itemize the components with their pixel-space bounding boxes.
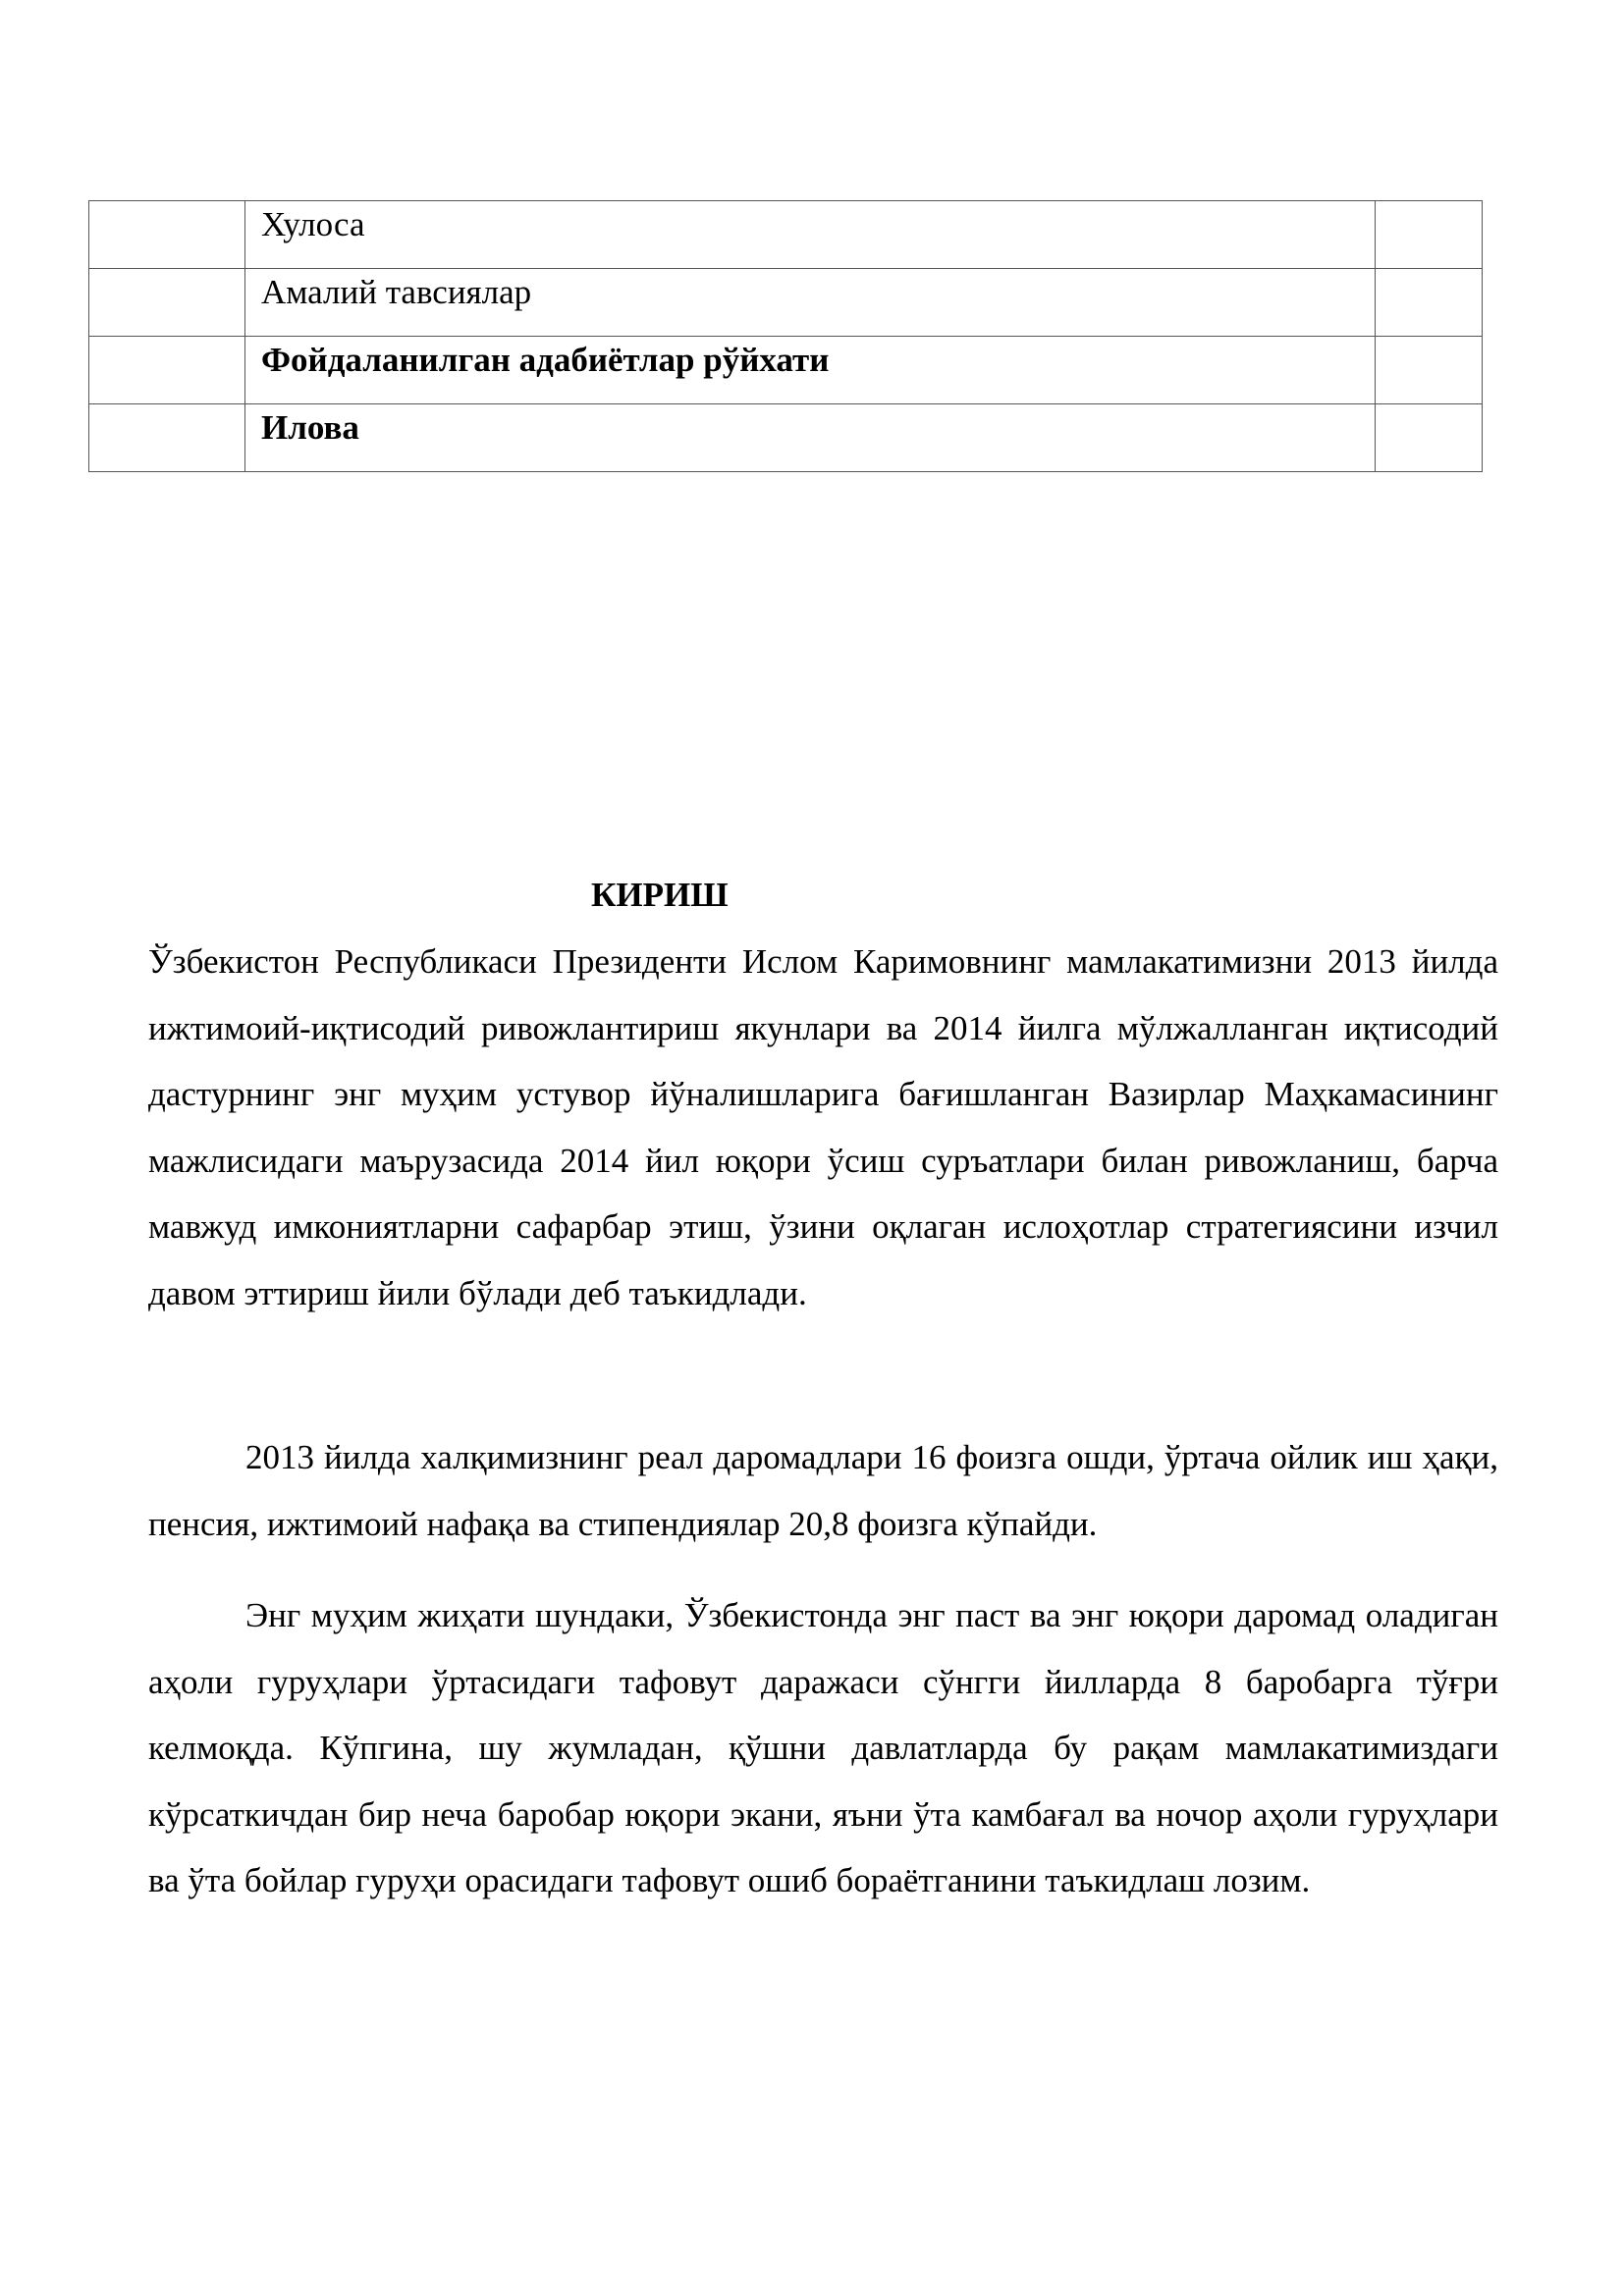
toc-page-cell: [1376, 404, 1483, 472]
table-row: [89, 269, 1483, 337]
table-row: [89, 201, 1483, 269]
table-row: [89, 404, 1483, 472]
toc-title-cell: Хулоса: [245, 201, 1376, 269]
toc-title-cell: Фойдаланилган адабиётлар рўйхати: [245, 337, 1376, 404]
toc-page-cell: [1376, 337, 1483, 404]
toc-page-cell: [1376, 201, 1483, 269]
toc-title-cell: Амалий тавсиялар: [245, 269, 1376, 337]
body-paragraph: Ўзбекистон Республикаси Президенти Ислом Каримовнинг мамлакатимизни 2013 йилда ижтимоий-иқтисодий ривожлантириш якунлари ва 2014 йилга мўлжалланган иқтисодий дастурнинг энг муҳим устувор йўналишларига бағишланган Вазирлар Маҳкамасининг мажлисидаги маърузасида 2014 йил юқори ўсиш суръатлари билан ривожланиш, барча мавжуд имкониятларни сафарбар этиш, ўзини оқлаган ислоҳотлар стратегиясини изчил давом эттириш йили бўлади деб таъкидлади.: [148, 942, 1498, 1312]
body-paragraph: Энг муҳим жиҳати шундаки, Ўзбекистонда энг паст ва энг юқори даромад оладиган аҳоли гуруҳлари ўртасидаги тафовут даражаси сўнгги йилларда 8 баробарга тўғри келмоқда. Кўпгина, шу жумладан, қўшни давлатларда бу рақам мамлакатимиздаги кўрсаткичдан бир неча баробар юқори экани, яъни ўта камбағал ва ночор аҳоли гуруҳлари ва ўта бойлар гуруҳи орасидаги тафовут ошиб бораётганини таъкидлаш лозим.: [148, 1596, 1498, 1899]
table-of-contents: [88, 200, 1483, 472]
toc-title-cell: Илова: [245, 404, 1376, 472]
body-paragraph: 2013 йилда халқимизнинг реал даромадлари 16 фоизга ошди, ўртача ойлик иш ҳақи, пенсия, ижтимоий нафақа ва стипендиялар 20,8 фоизга кўпайди.: [148, 1438, 1498, 1543]
toc-number-cell: [89, 201, 245, 269]
toc-number-cell: [89, 337, 245, 404]
toc-page-cell: [1376, 269, 1483, 337]
table-row: [89, 337, 1483, 404]
toc-number-cell: [89, 404, 245, 472]
section-title: КИРИШ: [591, 876, 729, 914]
toc-number-cell: [89, 269, 245, 337]
